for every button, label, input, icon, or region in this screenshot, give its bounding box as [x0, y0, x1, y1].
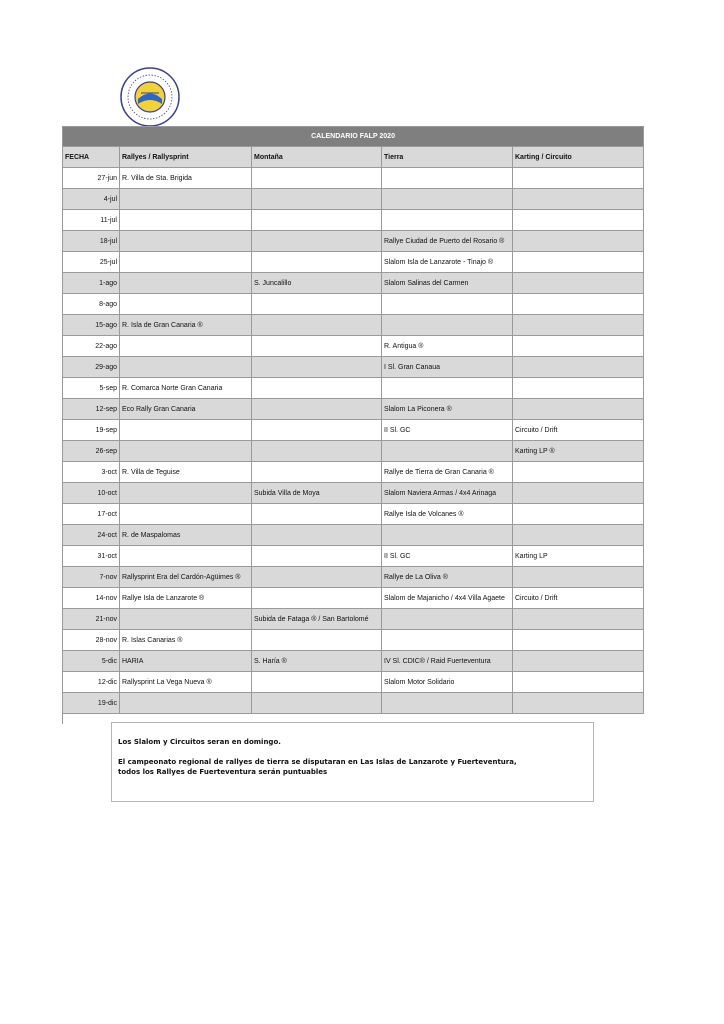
cell-fecha: 11-jul: [63, 210, 120, 231]
cell-tierra: II Sl. GC: [382, 546, 513, 567]
table-row: [63, 252, 644, 273]
cell-montana: [252, 231, 382, 252]
cell-rallyes: R. Villa de Sta. Brigida: [120, 168, 252, 189]
table-row: [63, 546, 644, 567]
cell-montana: [252, 315, 382, 336]
table-row: [63, 693, 644, 714]
cell-tierra: Rallye de La Oliva ®: [382, 567, 513, 588]
cell-karting: Karting LP ®: [513, 441, 644, 462]
header-tierra: Tierra: [382, 147, 513, 168]
cell-fecha: 3-oct: [63, 462, 120, 483]
table-row: [63, 294, 644, 315]
cell-tierra: [382, 693, 513, 714]
cell-montana: Subida Villa de Moya: [252, 483, 382, 504]
table-row: [63, 210, 644, 231]
cell-fecha: 5-sep: [63, 378, 120, 399]
calendar-table: [62, 126, 644, 724]
cell-montana: [252, 504, 382, 525]
cell-karting: [513, 168, 644, 189]
note-regional-line2: todos los Rallyes de Fuerteventura serán puntuables: [118, 768, 328, 776]
cell-karting: [513, 210, 644, 231]
cell-karting: [513, 378, 644, 399]
cell-karting: [513, 630, 644, 651]
cell-fecha: 28-nov: [63, 630, 120, 651]
cell-karting: [513, 567, 644, 588]
cell-fecha: 12-sep: [63, 399, 120, 420]
cell-montana: [252, 378, 382, 399]
cell-rallyes: [120, 483, 252, 504]
table-row: [63, 504, 644, 525]
cell-montana: S. Haría ®: [252, 651, 382, 672]
cell-montana: S. Juncalillo: [252, 273, 382, 294]
cell-tierra: [382, 378, 513, 399]
cell-fecha: 19-dic: [63, 693, 120, 714]
table-row: [63, 378, 644, 399]
cell-karting: [513, 231, 644, 252]
cell-montana: [252, 210, 382, 231]
cell-montana: [252, 441, 382, 462]
calendar-body: [63, 168, 644, 725]
cell-montana: [252, 462, 382, 483]
cell-karting: [513, 462, 644, 483]
table-row: [63, 525, 644, 546]
table-row: [63, 420, 644, 441]
table-row: [63, 588, 644, 609]
table-row: [63, 399, 644, 420]
cell-karting: [513, 252, 644, 273]
cell-rallyes: [120, 693, 252, 714]
table-row: [63, 441, 644, 462]
cell-rallyes: [120, 189, 252, 210]
cell-fecha: 17-oct: [63, 504, 120, 525]
cell-tierra: Slalom Motor Solidario: [382, 672, 513, 693]
cell-montana: [252, 357, 382, 378]
cell-rallyes: [120, 231, 252, 252]
table-row: [63, 273, 644, 294]
cell-montana: [252, 588, 382, 609]
cell-karting: Circuito / Drift: [513, 420, 644, 441]
cell-karting: [513, 525, 644, 546]
cell-fecha: 15-ago: [63, 315, 120, 336]
cell-karting: [513, 609, 644, 630]
table-row: [63, 483, 644, 504]
cell-rallyes: R. Isla de Gran Canaria ®: [120, 315, 252, 336]
cell-tierra: [382, 189, 513, 210]
cell-rallyes: [120, 546, 252, 567]
table-row: [63, 189, 644, 210]
header-fecha: FECHA: [63, 147, 120, 168]
table-row: [63, 672, 644, 693]
cell-rallyes: [120, 294, 252, 315]
table-row: [63, 231, 644, 252]
cell-tierra: [382, 525, 513, 546]
federation-logo: [119, 66, 181, 128]
cell-tierra: R. Antigua ®: [382, 336, 513, 357]
cell-montana: [252, 168, 382, 189]
cell-fecha: 4-jul: [63, 189, 120, 210]
header-montana: Montaña: [252, 147, 382, 168]
note-regional-line1: El campeonato regional de rallyes de tierra se disputaran en Las Islas de Lanzarote y Fuerteventura,: [118, 758, 517, 766]
cell-rallyes: Rallysprint La Vega Nueva ®: [120, 672, 252, 693]
cell-montana: [252, 672, 382, 693]
cell-montana: [252, 546, 382, 567]
cell-tierra: II Sl. GC: [382, 420, 513, 441]
cell-karting: Karting LP: [513, 546, 644, 567]
cell-rallyes: Eco Rally Gran Canaria: [120, 399, 252, 420]
cell-karting: [513, 336, 644, 357]
cell-tierra: [382, 210, 513, 231]
cell-rallyes: [120, 504, 252, 525]
header-row: [63, 147, 644, 168]
cell-tierra: IV Sl. CDIC® / Raid Fuerteventura: [382, 651, 513, 672]
cell-karting: [513, 189, 644, 210]
table-row: [63, 357, 644, 378]
cell-montana: [252, 525, 382, 546]
cell-montana: Subida de Fataga ® / San Bartolomé: [252, 609, 382, 630]
table-row: [63, 609, 644, 630]
header-rallyes: Rallyes / Rallysprint: [120, 147, 252, 168]
cell-rallyes: [120, 336, 252, 357]
cell-rallyes: R. de Maspalomas: [120, 525, 252, 546]
cell-karting: [513, 399, 644, 420]
cell-montana: [252, 693, 382, 714]
cell-fecha: 18-jul: [63, 231, 120, 252]
cell-rallyes: [120, 609, 252, 630]
cell-karting: [513, 504, 644, 525]
cell-fecha: 24-oct: [63, 525, 120, 546]
cell-fecha: 7-nov: [63, 567, 120, 588]
cell-fecha: 25-jul: [63, 252, 120, 273]
cell-fecha: 29-ago: [63, 357, 120, 378]
calendar-title: CALENDARIO FALP 2020: [63, 127, 644, 147]
cell-fecha: 14-nov: [63, 588, 120, 609]
cell-tierra: [382, 315, 513, 336]
cell-fecha: 8-ago: [63, 294, 120, 315]
cell-tierra: Rallye de Tierra de Gran Canaria ®: [382, 462, 513, 483]
cell-montana: [252, 630, 382, 651]
cell-tierra: [382, 630, 513, 651]
table-row: [63, 462, 644, 483]
cell-karting: [513, 273, 644, 294]
cell-tierra: Slalom Isla de Lanzarote - Tinajo ®: [382, 252, 513, 273]
table-row: [63, 630, 644, 651]
cell-rallyes: Rallye Isla de Lanzarote ®: [120, 588, 252, 609]
notes-box: [111, 722, 594, 802]
cell-rallyes: [120, 420, 252, 441]
cell-tierra: Rallye Isla de Volcanes ®: [382, 504, 513, 525]
cell-karting: [513, 294, 644, 315]
cell-tierra: Slalom Salinas del Carmen: [382, 273, 513, 294]
cell-montana: [252, 336, 382, 357]
cell-tierra: [382, 441, 513, 462]
cell-montana: [252, 420, 382, 441]
cell-fecha: 22-ago: [63, 336, 120, 357]
cell-karting: [513, 651, 644, 672]
cell-karting: [513, 483, 644, 504]
cell-tierra: Slalom Naviera Armas / 4x4 Arinaga: [382, 483, 513, 504]
cell-rallyes: [120, 357, 252, 378]
cell-tierra: [382, 168, 513, 189]
cell-rallyes: [120, 210, 252, 231]
table-row: [63, 336, 644, 357]
cell-fecha: 27-jun: [63, 168, 120, 189]
cell-montana: [252, 567, 382, 588]
cell-montana: [252, 252, 382, 273]
cell-tierra: Slalom La Piconera ®: [382, 399, 513, 420]
cell-montana: [252, 189, 382, 210]
cell-tierra: [382, 294, 513, 315]
table-row: [63, 651, 644, 672]
cell-rallyes: [120, 252, 252, 273]
cell-rallyes: HARIA: [120, 651, 252, 672]
cell-rallyes: R. Comarca Norte Gran Canaria: [120, 378, 252, 399]
table-row: [63, 567, 644, 588]
cell-fecha: 5-dic: [63, 651, 120, 672]
cell-rallyes: [120, 273, 252, 294]
cell-fecha: 12-dic: [63, 672, 120, 693]
cell-fecha: 19-sep: [63, 420, 120, 441]
cell-karting: [513, 672, 644, 693]
table-row: [63, 315, 644, 336]
header-karting: Karting / Circuito: [513, 147, 644, 168]
cell-rallyes: R. Islas Canarias ®: [120, 630, 252, 651]
cell-rallyes: R. Villa de Teguise: [120, 462, 252, 483]
cell-fecha: 10-oct: [63, 483, 120, 504]
cell-fecha: 31-oct: [63, 546, 120, 567]
cell-tierra: I Sl. Gran Canaua: [382, 357, 513, 378]
cell-karting: Circuito / Drift: [513, 588, 644, 609]
cell-fecha: 26-sep: [63, 441, 120, 462]
cell-rallyes: Rallysprint Era del Cardón-Agüimes ®: [120, 567, 252, 588]
cell-montana: [252, 294, 382, 315]
cell-tierra: [382, 609, 513, 630]
cell-karting: [513, 315, 644, 336]
cell-karting: [513, 693, 644, 714]
cell-tierra: Slalom de Majanicho / 4x4 Villa Agaete: [382, 588, 513, 609]
note-sunday: Los Slalom y Circuitos seran en domingo.: [118, 738, 281, 746]
cell-fecha: 1-ago: [63, 273, 120, 294]
cell-montana: [252, 399, 382, 420]
cell-karting: [513, 357, 644, 378]
cell-fecha: 21-nov: [63, 609, 120, 630]
cell-rallyes: [120, 441, 252, 462]
table-row: [63, 168, 644, 189]
cell-tierra: Rallye Ciudad de Puerto del Rosario ®: [382, 231, 513, 252]
